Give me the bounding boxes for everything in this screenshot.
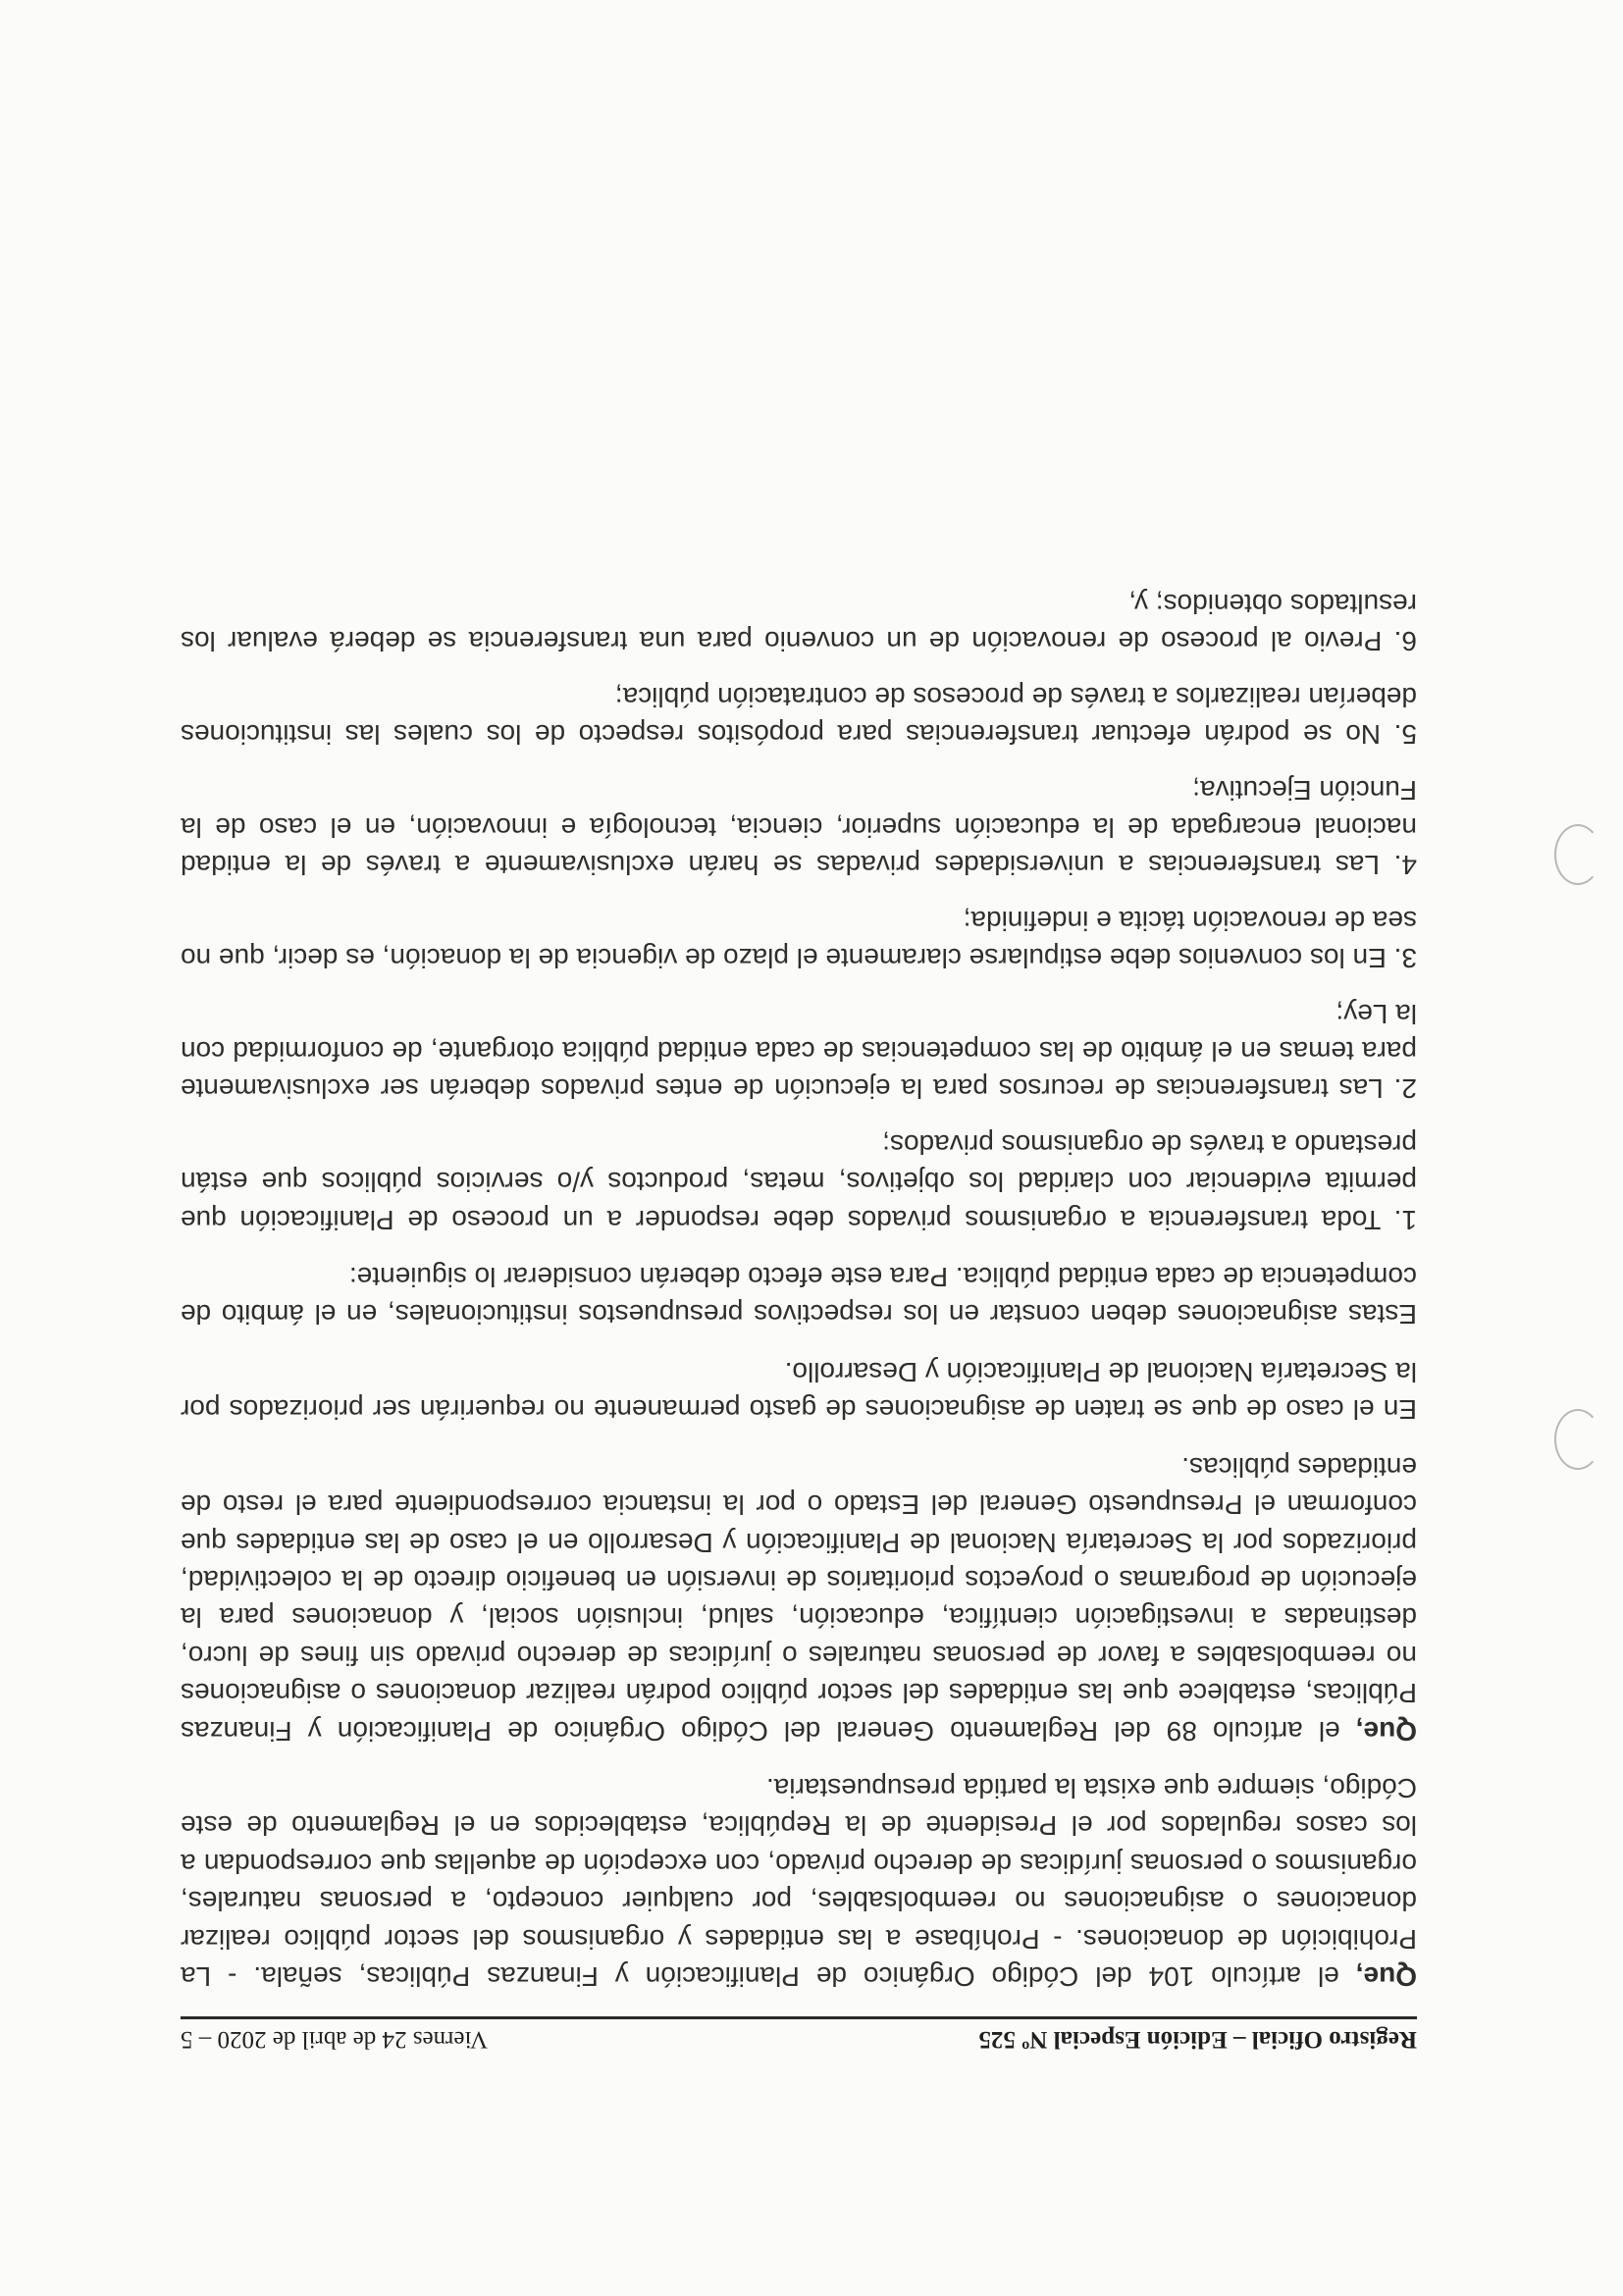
paragraph-text: el artículo 89 del Reglamento General del Código Orgánico de Planificación y Finanzas Públicas, establece que las entidades del sector público podrán realizar donaciones o asignaciones no reembolsables a favor de personas naturales o jurídicas de derecho privado sin fines de lucro, destinadas a investigación científica, educación, salud, inclusión social, y donaciones para la ejecución de programas o proyectos prioritarios de inversión en beneficio directo de la colectividad, priorizados por la Secretaría Nacional de Planificación y Desarrollo en el caso de las entidades que conforman el Presupuesto General del Estado o por la instancia correspondiente para el resto de entidades públicas.	[181, 1451, 1417, 1747]
page-content	[181, 567, 1417, 2053]
list-item: 5. No se podrán efectuar transferencias para propósitos respecto de los cuales las instituciones deberían realizarlos a través de procesos de contratación pública;	[181, 681, 1417, 751]
header-date-page	[181, 2025, 488, 2053]
page-number: – 5	[181, 2026, 212, 2053]
paragraph-lead: Que,	[1355, 1961, 1417, 1992]
list-item: 1. Toda transferencia a organismos privados debe responder a un proceso de Planificación que permita evidenciar con claridad los objetivos, metas, productos y/o servicios públicos que están prestando a través de organismos privados;	[181, 1128, 1417, 1235]
paragraph	[181, 1258, 1417, 1333]
punch-hole-mark	[1554, 824, 1601, 885]
paragraph-text: En el caso de que se traten de asignaciones de gasto permanente no requerirán ser priorizados por la Secretaría Nacional de Planificación y Desarrollo.	[181, 1356, 1417, 1426]
list-item: 6. Previo al proceso de renovación de un convenio para una transferencia se deberá evaluar los resultados obtenidos; y,	[181, 589, 1417, 657]
publication-title: Registro Oficial – Edición Especial Nº 525	[978, 2026, 1417, 2053]
paragraph	[181, 1769, 1417, 1995]
document-body	[181, 585, 1417, 1995]
page-header	[181, 2016, 1417, 2053]
paragraph-text: el artículo 104 del Código Orgánico de Planificación y Finanzas Públicas, señala. - La Prohibición de donaciones. - Prohíbase a las entidades y organismos del sector público realizar donaciones o asignaciones no reembolsables, por cualquier concepto, a personas naturales, organismos o personas jurídicas de derecho privado, con excepción de aquellas que correspondan a los casos regulados por el Presidente de la República, establecidos en el Reglamento de este Código, siempre que exista la partida presupuestaria.	[181, 1772, 1417, 1992]
paragraph-lead: Que,	[1355, 1715, 1417, 1747]
punch-hole-mark	[1554, 1409, 1601, 1470]
list-item: 2. Las transferencias de recursos para la ejecución de entes privados deberán ser exclusivamente para temas en el ámbito de las competencias de cada entidad pública otorgante, de conformidad con la Ley;	[181, 998, 1417, 1105]
paragraph	[181, 1353, 1417, 1429]
paragraph	[181, 1447, 1417, 1748]
list-item: 4. Las transferencias a universidades privadas se harán exclusivamente a través de la entidad nacional encargada de la educación superior, ciencia, tecnología e innovación, en el caso de la Función Ejecutiva;	[181, 774, 1417, 881]
publication-date: Viernes 24 de abril de 2020	[217, 2026, 489, 2053]
list-item: 3. En los convenios debe estipularse claramente el plazo de vigencia de la donación, es decir, que no sea de renovación tácita e indefinida;	[181, 905, 1417, 974]
paragraph-text: Estas asignaciones deben constar en los respectivos presupuestos institucionales, en el ámbito de competencia de cada entidad pública. Para este efecto deberán considerar lo siguiente:	[181, 1262, 1417, 1331]
